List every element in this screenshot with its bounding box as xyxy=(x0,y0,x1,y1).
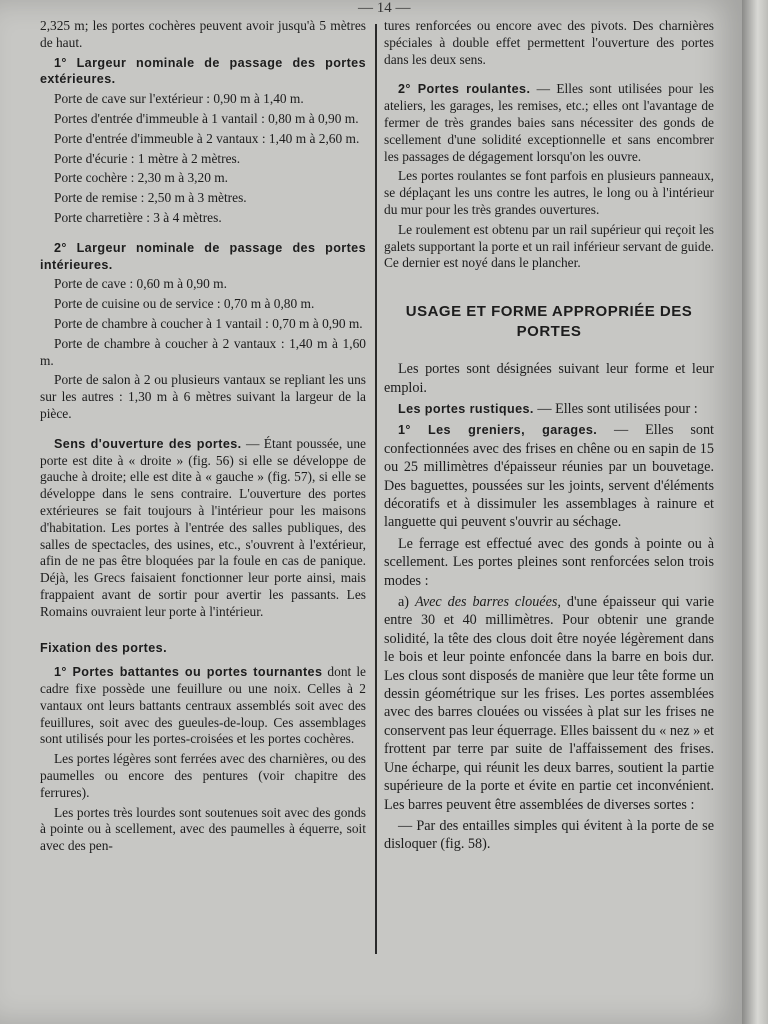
list-item: Porte de salon à 2 ou plusieurs vantaux se repliant les uns sur les autres : 1,30 m à 6 mètres suivant la largeur de la pièce. xyxy=(40,372,366,421)
list-item: Porte de chambre à coucher à 2 vantaux : 1,40 m à 1,60 m. xyxy=(40,335,366,368)
paragraph-text: — Elles sont utilisées pour les ateliers, les garages, les remises, etc.; elles ont l'avantage de fermer de très grandes baies sans nécessiter des gonds de scellement d'une solidité exceptionnelle et sans encombrer les passages de dégagement lorsqu'on les ouvre. xyxy=(384,81,714,164)
paragraph-text: dont le cadre fixe possède une feuillure ou une noix. Celles à 2 vantaux ont leurs battants centraux assemblés soit avec des feuillures, soit avec des gueules-de-loup. Ces assemblages sont utilisés pour les portes-croisées et les portes cochères. xyxy=(40,664,366,747)
list-marker: a) xyxy=(398,594,415,611)
column-divider xyxy=(375,24,377,954)
left-column xyxy=(40,18,366,858)
paragraph: Les portes très lourdes sont soutenues soit avec des gonds à pointe ou à scellement, avec des paumelles à équerre, soit avec des pen- xyxy=(40,804,366,854)
paragraph-text: — Elles sont utilisées pour : xyxy=(533,400,698,417)
heading-exterior-widths: 1° Largeur nominale de passage des portes extérieures. xyxy=(40,55,366,87)
paragraph-rolling-doors xyxy=(384,81,714,165)
paragraph: — Par des entailles simples qui évitent à la porte de se disloquer (fig. 58). xyxy=(384,817,714,853)
right-column xyxy=(384,18,714,857)
paragraph-nailed-bars xyxy=(384,593,714,814)
list-item: Porte cochère : 2,30 m à 3,20 m. xyxy=(54,170,229,186)
paragraph-text: — Elles sont confectionnées avec des frises en chêne ou en sapin de 15 ou 25 millimètres d'épaisseur réunies par un bouvetage. Des baguettes, poussées sur les joints, servent d'éléments décoratifs et à dissimuler les assemblages à rainure et languette qui peuvent s'ouvrir au séchage. xyxy=(384,422,714,531)
paragraph: 2,325 m; les portes cochères peuvent avoir jusqu'à 5 mètres de haut. xyxy=(40,18,366,50)
page-edge xyxy=(742,0,768,1024)
paragraph-attics-garages xyxy=(384,421,714,531)
paragraph: tures renforcées ou encore avec des pivots. Des charnières spéciales à double effet permettent l'ouverture des portes dans les deux sens. xyxy=(384,18,714,67)
heading-rolling-doors: 2° Portes roulantes. xyxy=(398,82,531,97)
paragraph: Les portes sont désignées suivant leur forme et leur emploi. xyxy=(384,361,714,396)
list-item: Porte de cuisine ou de service : 0,70 m à 0,80 m. xyxy=(54,296,315,312)
section-title: USAGE ET FORME APPROPRIÉE DES PORTES xyxy=(405,303,693,341)
heading-rustic-doors: Les portes rustiques. xyxy=(398,401,534,416)
paragraph-opening-direction xyxy=(40,436,366,621)
heading-interior-widths: 2° Largeur nominale de passage des portes intérieures. xyxy=(40,240,366,272)
heading-door-fixing: Fixation des portes. xyxy=(40,640,167,655)
paragraph: Le roulement est obtenu par un rail supérieur qui reçoit les galets supportant la porte et un rail inférieur servant de guide. Ce dernier est noyé dans le plancher. xyxy=(384,221,714,271)
emphasis: Avec des barres clouées, xyxy=(414,594,561,611)
page-number: — 14 — xyxy=(358,0,411,16)
paragraph-swing-doors xyxy=(40,664,366,748)
list-item: Porte charretière : 3 à 4 mètres. xyxy=(54,209,222,225)
list-item: Porte de cave sur l'extérieur : 0,90 m à 1,40 m. xyxy=(54,91,304,107)
paragraph: Les portes roulantes se font parfois en plusieurs panneaux, se déplaçant les uns contre les autres, le long ou à l'intérieur du mur pour les très grandes ouvertures. xyxy=(384,168,714,217)
paragraph-rustic-doors xyxy=(384,400,714,418)
list-item: Porte de remise : 2,50 m à 3 mètres. xyxy=(54,190,247,206)
paragraph-text: d'une épaisseur qui varie entre 30 et 40 millimètres. Pour obtenir une grande solidité, la tête des clous doit être noyée légèrement dans le bois et leur pointe enfoncée dans la barre en bois dur. Les clous sont disposés de manière que leur tête forme un dessin géométrique sur les frises. Les portes assemblées avec des barres clouées ou vissées à plat sur les frises ne conservent pas leur équerrage. Elles baissent du « nez » et frottent par terre par suite de l'affaissement des frises. Une écharpe, qui réunit les deux barres, soutient la partie supérieure de la porte et évite en partie cet inconvénient. Les barres peuvent être assemblées de diverses sortes : xyxy=(384,594,715,813)
list-item: Portes d'entrée d'immeuble à 1 vantail : 0,80 m à 0,90 m. xyxy=(54,110,359,126)
list-item: Porte de cave : 0,60 m à 0,90 m. xyxy=(54,276,227,292)
list-item: Porte d'écurie : 1 mètre à 2 mètres. xyxy=(54,150,241,166)
heading-attics-garages: 1° Les greniers, garages. xyxy=(398,423,598,438)
heading-opening-direction: Sens d'ouverture des portes. xyxy=(54,436,242,451)
heading-swing-doors: 1° Portes battantes ou portes tournantes xyxy=(54,665,323,680)
paragraph: Les portes légères sont ferrées avec des charnières, ou des paumelles ou encore des pentures (voir chapitre des ferrures). xyxy=(40,751,366,800)
paragraph-text: — Étant poussée, une porte est dite à « droite » (fig. 56) si elle se développe de gauche à droite; elle est dite à « gauche » (fig. 57), si elle se développe dans le sens contraire. L'ouverture des portes extérieures se fait toujours à l'intérieur pour les maisons d'habitation. Les portes à l'entrée des salles publiques, des salles de spectacles, des usines, etc., s'ouvrent à l'extérieur, afin de ne pas être bloquées par la foule en cas de panique. Déjà, les Grecs faisaient fonctionner leur porte ainsi, mais frappaient avant de sortir pour avertir les passants. Les Romains ouvraient leur porte à l'intérieur. xyxy=(40,435,366,619)
list-item: Porte de chambre à coucher à 1 vantail : 0,70 m à 0,90 m. xyxy=(54,315,363,331)
list-item: Porte d'entrée d'immeuble à 2 vantaux : 1,40 m à 2,60 m. xyxy=(54,130,360,146)
paragraph: Le ferrage est effectué avec des gonds à pointe ou à scellement. Les portes pleines sont renforcées selon trois modes : xyxy=(384,535,714,589)
